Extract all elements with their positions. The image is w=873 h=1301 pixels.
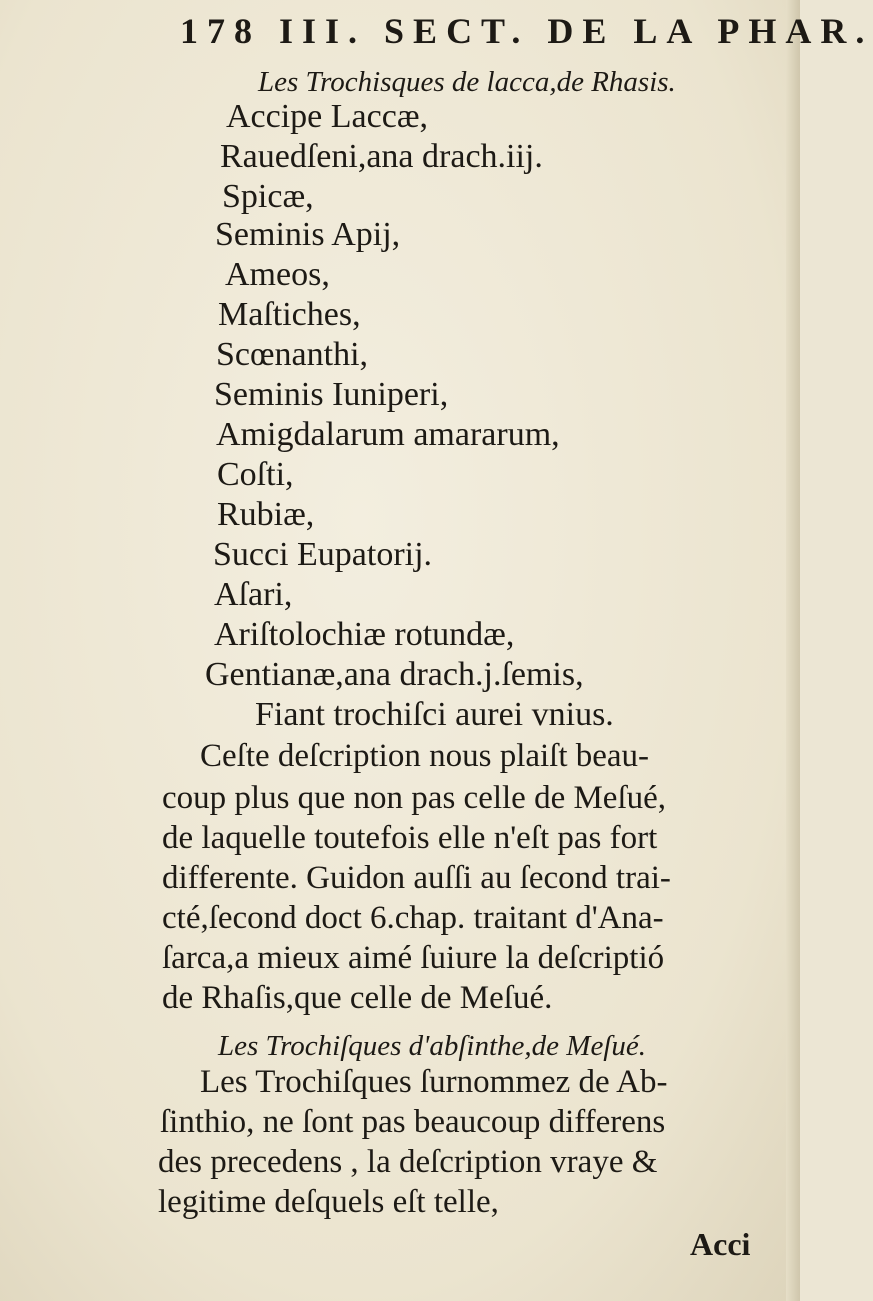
text-line: des precedens , la deſcription vraye & (158, 1144, 658, 1180)
recipe-line: Ariſtolochiæ rotundæ, (214, 616, 515, 653)
text-line: coup plus que non pas celle de Meſué, (162, 780, 667, 816)
text-line: ſarca,a mieux aimé ſuiure la deſcriptió (162, 940, 665, 976)
recipe-line: Fiant trochiſci aurei vnius. (255, 696, 614, 733)
recipe-line: Rubiæ, (217, 496, 315, 533)
recipe-line: Succi Eupatorij. (213, 536, 433, 573)
recipe-line: Accipe Laccæ, (226, 98, 428, 135)
catchword: Acci (690, 1226, 751, 1262)
recipe-line: Seminis Apij, (215, 216, 401, 253)
recipe-line: Ameos, (225, 256, 330, 293)
text-line: de Rhaſis,que celle de Meſué. (162, 980, 553, 1016)
recipe-line: Scœnanthi, (216, 336, 369, 373)
recipe-line: Spicæ, (222, 178, 314, 215)
text-line: legitime deſquels eſt telle, (158, 1184, 499, 1220)
recipe-title-absinthe: Les Trochiſques d'abſinthe,de Meſué. (218, 1030, 646, 1062)
recipe-line: Aſari, (214, 576, 293, 613)
text-line: Ceſte deſcription nous plaiſt beau- (200, 738, 650, 774)
running-header: 178 III. SECT. DE LA PHAR. (180, 11, 873, 51)
text-line: differente. Guidon auſſi au ſecond trai- (162, 860, 671, 896)
recipe-line: Rauedſeni,ana drach.iij. (220, 138, 543, 175)
recipe-title-lacca: Les Trochisques de lacca,de Rhasis. (258, 66, 676, 98)
page-edge (786, 0, 800, 1301)
recipe-line: Gentianæ,ana drach.j.ſemis, (205, 656, 584, 693)
text-line: Les Trochiſques ſurnommez de Ab- (200, 1064, 668, 1100)
text-line: cté,ſecond doct 6.chap. traitant d'Ana- (162, 900, 664, 936)
recipe-line: Seminis Iuniperi, (214, 376, 449, 413)
recipe-line: Amigdalarum amararum, (216, 416, 560, 453)
text-line: de laquelle toutefois elle n'eſt pas fort (162, 820, 658, 856)
text-line: ſinthio, ne ſont pas beaucoup differens (160, 1104, 666, 1140)
recipe-line: Coſti, (217, 456, 294, 493)
recipe-line: Maſtiches, (218, 296, 361, 333)
